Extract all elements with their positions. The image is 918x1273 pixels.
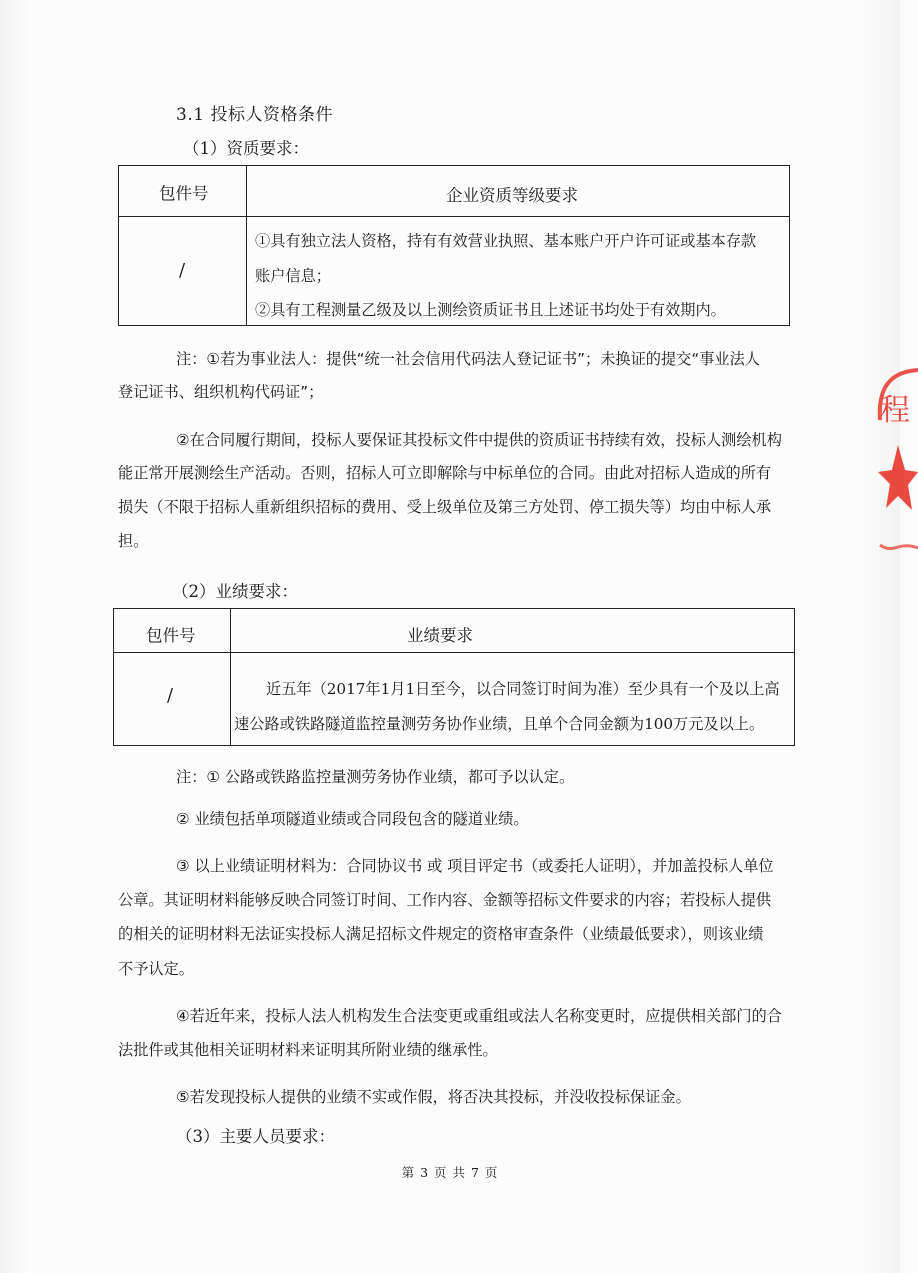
section-title: 3.1 投标人资格条件 bbox=[176, 105, 333, 125]
table-header-requirement: 企业资质等级要求 bbox=[446, 186, 578, 205]
note-paragraph: 注：① 公路或铁路监控量测劳务协作业绩，都可予以认定。 bbox=[176, 768, 575, 786]
table-header-requirement: 业绩要求 bbox=[407, 626, 473, 645]
note-paragraph: 注：①若为事业法人：提供“统一社会信用代码法人登记证书”；未换证的提交“事业法人 bbox=[176, 350, 760, 368]
stamp-character: 程 bbox=[880, 393, 910, 428]
table-divider bbox=[114, 652, 794, 653]
note-paragraph: 的相关的证明材料无法证实投标人满足招标文件规定的资格审查条件（业绩最低要求），则该业绩 bbox=[118, 925, 764, 943]
subsection-personnel: （3）主要人员要求： bbox=[176, 1127, 335, 1146]
note-paragraph: ⑤若发现投标人提供的业绩不实或作假，将否决其投标，并没收投标保证金。 bbox=[176, 1088, 691, 1106]
table-cell-line: ②具有工程测量乙级及以上测绘资质证书且上述证书均处于有效期内。 bbox=[255, 301, 726, 319]
table-cell-package: / bbox=[179, 260, 186, 281]
note-paragraph: ② 业绩包括单项隧道业绩或合同段包含的隧道业绩。 bbox=[176, 810, 529, 828]
note-paragraph: 不予认定。 bbox=[118, 960, 194, 978]
subsection-qualification: （1）资质要求： bbox=[183, 139, 309, 158]
table-divider bbox=[246, 166, 247, 325]
table-cell-package: / bbox=[167, 685, 174, 706]
table-divider bbox=[119, 216, 789, 217]
table-cell-line: ①具有独立法人资格，持有有效营业执照、基本账户开户许可证或基本存款 bbox=[255, 232, 757, 250]
subsection-performance: （2）业绩要求： bbox=[172, 582, 298, 601]
qualification-table bbox=[118, 165, 790, 326]
table-cell-line: 近五年（2017年1月1日至今，以合同签订时间为准）至少具有一个及以上高 bbox=[266, 680, 780, 698]
note-paragraph: ②在合同履行期间，投标人要保证其投标文件中提供的资质证书持续有效，投标人测绘机构 bbox=[176, 431, 782, 449]
note-paragraph: ③ 以上业绩证明材料为：合同协议书 或 项目评定书（或委托人证明），并加盖投标人单位 bbox=[176, 857, 774, 875]
note-paragraph: ④若近年来，投标人法人机构发生合法变更或重组或法人名称变更时，应提供相关部门的合 bbox=[176, 1007, 782, 1025]
official-seal-stamp bbox=[858, 360, 918, 580]
note-paragraph: 法批件或其他相关证明材料来证明其所附业绩的继承性。 bbox=[118, 1041, 498, 1059]
table-cell-line: 速公路或铁路隧道监控量测劳务协作业绩，且单个合同金额为100万元及以上。 bbox=[234, 715, 765, 733]
note-paragraph: 担。 bbox=[118, 532, 149, 550]
note-paragraph: 损失（不限于招标人重新组织招标的费用、受上级单位及第三方处罚、停工损失等）均由中标人承 bbox=[118, 498, 772, 516]
note-paragraph: 登记证书、组织机构代码证”； bbox=[118, 383, 324, 401]
table-header-package: 包件号 bbox=[159, 184, 209, 203]
table-divider bbox=[230, 609, 231, 745]
note-paragraph: 公章。其证明材料能够反映合同签订时间、工作内容、金额等招标文件要求的内容；若投标人提供 bbox=[118, 891, 772, 909]
table-cell-line: 账户信息； bbox=[255, 267, 331, 285]
note-paragraph: 能正常开展测绘生产活动。否则，招标人可立即解除与中标单位的合同。由此对招标人造成的所有 bbox=[118, 464, 772, 482]
performance-table bbox=[113, 608, 795, 746]
page-number: 第 3 页 共 7 页 bbox=[401, 1165, 499, 1180]
table-header-package: 包件号 bbox=[146, 626, 196, 645]
